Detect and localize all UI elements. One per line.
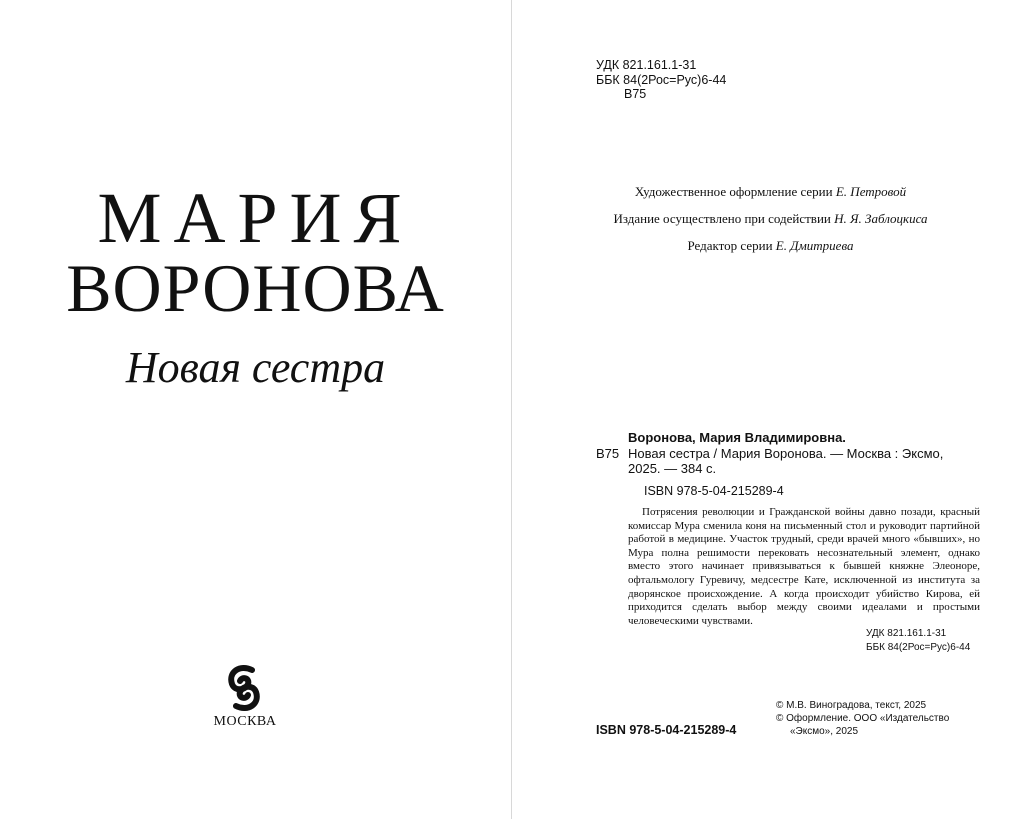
book-title: Новая сестра [125,343,386,392]
author-last-name: ВОРОНОВА [66,250,445,326]
biblio-isbn: ISBN 978-5-04-215289-4 [644,484,784,498]
biblio-desc-line1: Новая сестра / Мария Воронова. — Москва : Эксмо, [628,445,944,461]
classification-codes [596,58,726,102]
bibliographic-record [596,430,980,477]
eksmo-logo-icon [214,664,274,712]
publisher-city: МОСКВА [213,714,277,729]
bbk-code-bottom: ББК 84(2Рос=Рус)6-44 [866,642,971,653]
copyright-page [512,0,1029,819]
credits-block [512,178,1029,259]
biblio-code: В75 [596,445,620,461]
credit-line-support: Издание осуществлено при содействии Н. Я. Заблоцкиса [613,211,928,226]
author-first-name: МАРИЯ [97,178,414,258]
book-abstract: Потрясения революции и Гражданской войны давно позади, красный комиссар Мура сменила коня на письменный стол и руководит партийной работой в медицине. Участок трудный, среди врачей много «бывших», но Мура полна решимости перековать несознательный элемент, однако вместо этого начинает привязываться к бывшей княжне Элеоноре, офтальмологу Гуревичу, медсестре Кате, исключенной из института за дворянское происхождение. А когда происходит убийство Кирова, ей приходится сделать выбор между своими идеалами и простыми человеческими чувствами. [628,506,980,627]
biblio-author: Воронова, Мария Владимировна. [628,430,846,445]
copyright-design-line: © Оформление. ООО «Издательство [776,713,950,724]
copyright-text-line: © М.В. Виноградова, текст, 2025 [776,700,927,711]
bbk-code: ББК 84(2Рос=Рус)6-44 [596,72,727,87]
copyright-publisher-line: «Эксмо», 2025 [790,726,859,737]
author-sign: В75 [624,87,647,101]
udk-code-bottom: УДК 821.161.1-31 [866,628,947,639]
isbn-bottom: ISBN 978-5-04-215289-4 [596,723,737,737]
credit-line-editor: Редактор серии Е. Дмитриева [687,238,854,253]
title-page [0,0,511,819]
copyright-notice [776,699,949,738]
credit-line-design: Художественное оформление серии Е. Петровой [634,184,907,199]
classification-codes-bottom [866,627,970,655]
biblio-desc-line2: 2025. — 384 с. [628,461,717,476]
udk-code: УДК 821.161.1-31 [596,58,697,72]
